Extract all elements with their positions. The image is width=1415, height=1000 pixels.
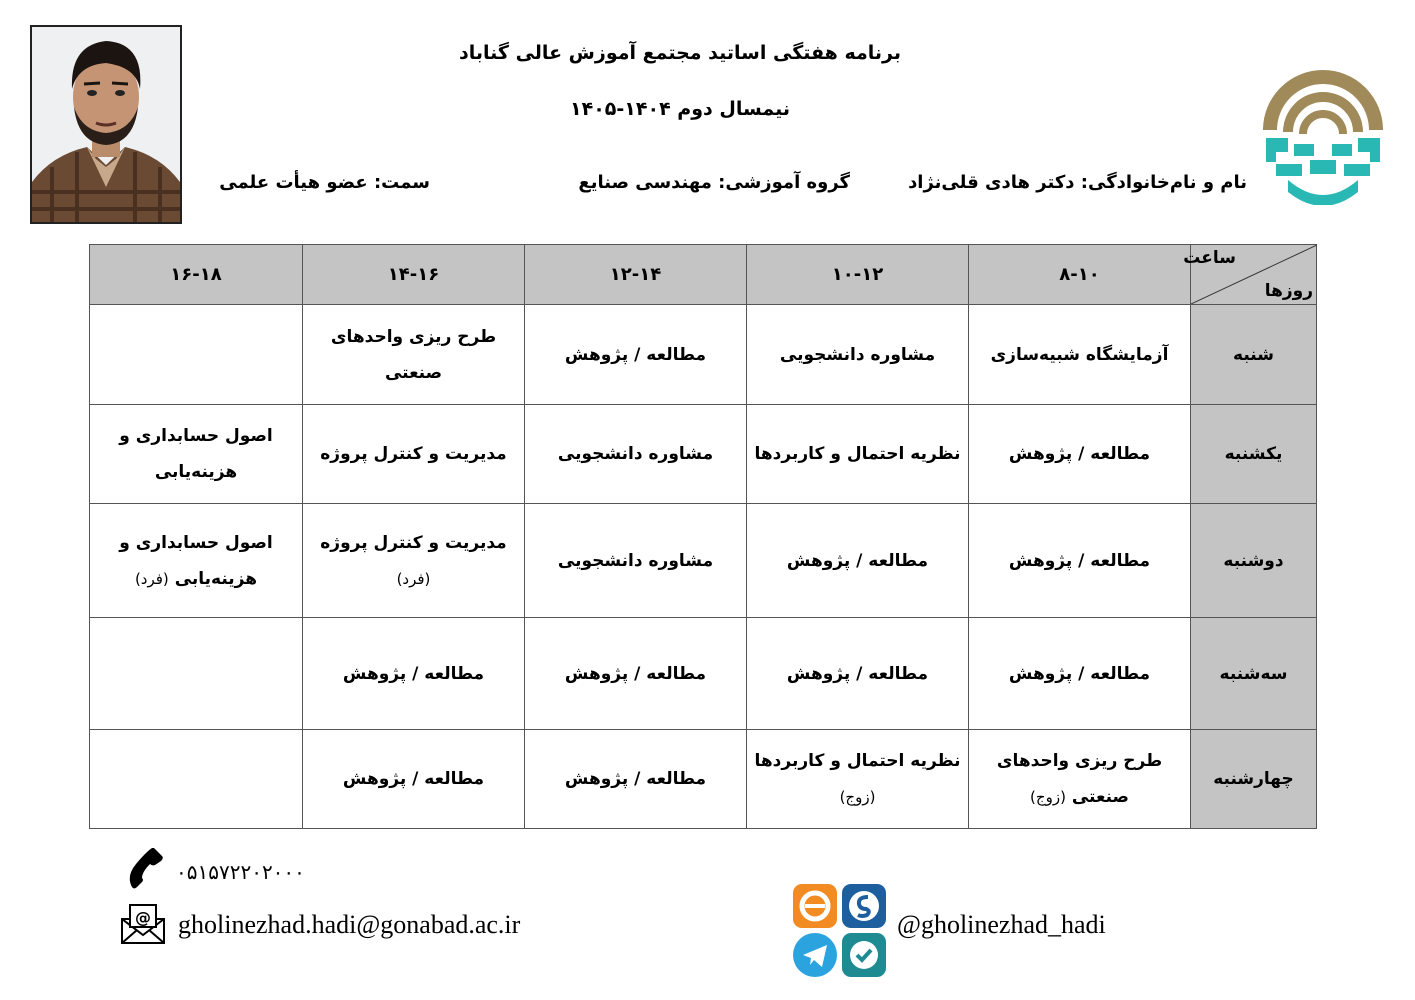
course-name: مطالعه / پژوهش (786, 663, 929, 684)
course-name-cont (96, 454, 296, 490)
course-name: مشاوره دانشجویی (557, 444, 714, 464)
schedule-cell (969, 504, 1191, 618)
schedule-row (90, 405, 1317, 504)
messenger-icons (793, 884, 888, 979)
course-name: مدیریت و کنترل پروژه (320, 444, 507, 464)
time-slot-header: ۱۲-۱۴ (525, 245, 747, 305)
course-name-line2: صنعتی (1071, 787, 1129, 807)
course-name: اصول حسابداری و (119, 532, 273, 553)
semester-label: نیمسال دوم ۱۴۰۴-۱۴۰۵ (570, 98, 790, 120)
eitaa-icon[interactable] (793, 884, 837, 928)
course-name-cont (753, 779, 962, 815)
course-name-line2: صنعتی (384, 362, 443, 383)
schedule-cell (303, 730, 525, 829)
course-name: مطالعه / پژوهش (342, 769, 485, 789)
schedule-cell (747, 405, 969, 504)
schedule-cell (303, 618, 525, 730)
corner-cell (1183, 245, 1317, 305)
person-photo-icon (32, 27, 180, 222)
course-name: مشاوره دانشجویی (557, 550, 714, 571)
week-parity-note: (فرد) (134, 569, 169, 588)
course-name: مطالعه / پژوهش (786, 550, 929, 571)
schedule-cell (525, 504, 747, 618)
time-slot-header: ۱۰-۱۲ (747, 245, 969, 305)
course-name: مطالعه / پژوهش (564, 344, 707, 365)
schedule-row (90, 504, 1317, 618)
corner-hours-label: ساعت (1183, 248, 1236, 268)
schedule-cell (747, 730, 969, 829)
course-name-line2: هزینه‌یابی (154, 462, 238, 482)
university-logo-icon (1258, 60, 1388, 205)
week-parity-note: (زوج) (839, 788, 876, 806)
telegram-icon[interactable] (793, 933, 837, 977)
course-name-cont (309, 355, 518, 391)
course-name: نظریه احتمال و کاربردها (754, 444, 961, 464)
schedule-cell (747, 305, 969, 405)
course-name: مطالعه / پژوهش (342, 663, 485, 684)
schedule-cell (969, 618, 1191, 730)
position-label: سمت: عضو هیأت علمی (219, 172, 430, 193)
instructor-name: نام و نام‌خانوادگی: دکتر هادی قلی‌نژاد (908, 172, 1247, 193)
university-logo (1258, 60, 1388, 205)
schedule-cell (525, 405, 747, 504)
schedule-cell (525, 618, 747, 730)
schedule-cell (90, 618, 303, 730)
schedule-cell (969, 730, 1191, 829)
schedule-cell (90, 305, 303, 405)
department-label: گروه آموزشی: مهندسی صنایع (578, 172, 850, 193)
time-slot-header: ۸-۱۰ (969, 245, 1191, 305)
phone-icon (128, 846, 164, 894)
course-name: آزمایشگاه شبیه‌سازی (990, 344, 1169, 365)
bale-icon[interactable] (842, 933, 886, 977)
schedule-cell (90, 405, 303, 504)
svg-text:@: @ (135, 908, 151, 927)
weekly-schedule-table (89, 244, 1317, 829)
profile-photo (30, 25, 182, 224)
course-name: مطالعه / پژوهش (1008, 444, 1151, 464)
course-name: مدیریت و کنترل پروژه (320, 532, 507, 553)
schedule-cell (525, 305, 747, 405)
schedule-row (90, 305, 1317, 405)
course-name-cont (975, 779, 1184, 815)
schedule-cell (90, 504, 303, 618)
page-title: برنامه هفتگی اساتید مجتمع آموزش عالی گناباد (459, 42, 901, 64)
course-name-line2: هزینه‌یابی (174, 568, 258, 589)
course-name: مطالعه / پژوهش (1008, 550, 1151, 571)
schedule-cell (525, 730, 747, 829)
day-label: شنبه (1191, 305, 1317, 405)
schedule-cell (747, 618, 969, 730)
schedule-cell (303, 405, 525, 504)
schedule-cell (90, 730, 303, 829)
email-address[interactable]: gholinezhad.hadi@gonabad.ac.ir (178, 910, 521, 939)
schedule-row (90, 618, 1317, 730)
day-label: دوشنبه (1191, 504, 1317, 618)
phone-number: ۰۵۱۵۷۲۲۰۲۰۰۰ (176, 860, 305, 884)
course-name-cont (309, 561, 518, 597)
schedule-cell (303, 305, 525, 405)
week-parity-note: (زوج) (1030, 788, 1066, 806)
course-name: اصول حسابداری و (119, 426, 273, 446)
soroush-icon[interactable] (842, 884, 886, 928)
course-name: مطالعه / پژوهش (564, 663, 707, 684)
course-name: مطالعه / پژوهش (564, 769, 707, 789)
course-name: مطالعه / پژوهش (1008, 663, 1151, 684)
course-name: نظریه احتمال و کاربردها (754, 751, 961, 771)
day-label: سه‌شنبه (1191, 618, 1317, 730)
course-name: طرح ریزی واحدهای (330, 326, 497, 347)
header-row (90, 245, 1317, 305)
time-slot-header: ۱۴-۱۶ (303, 245, 525, 305)
schedule-cell (747, 504, 969, 618)
day-label: یکشنبه (1191, 405, 1317, 504)
time-slot-header: ۱۶-۱۸ (90, 245, 303, 305)
week-parity-note: (فرد) (396, 569, 431, 588)
schedule-cell (969, 305, 1191, 405)
schedule-cell (969, 405, 1191, 504)
schedule-row (90, 730, 1317, 829)
day-label: چهارشنبه (1191, 730, 1317, 829)
corner-days-label: روزها (1264, 281, 1313, 301)
email-icon (120, 903, 166, 949)
schedule-cell (303, 504, 525, 618)
course-name: طرح ریزی واحدهای (996, 751, 1163, 771)
course-name: مشاوره دانشجویی (779, 344, 936, 365)
social-handle[interactable]: @gholinezhad_hadi (897, 910, 1106, 939)
course-name-cont (96, 561, 296, 597)
